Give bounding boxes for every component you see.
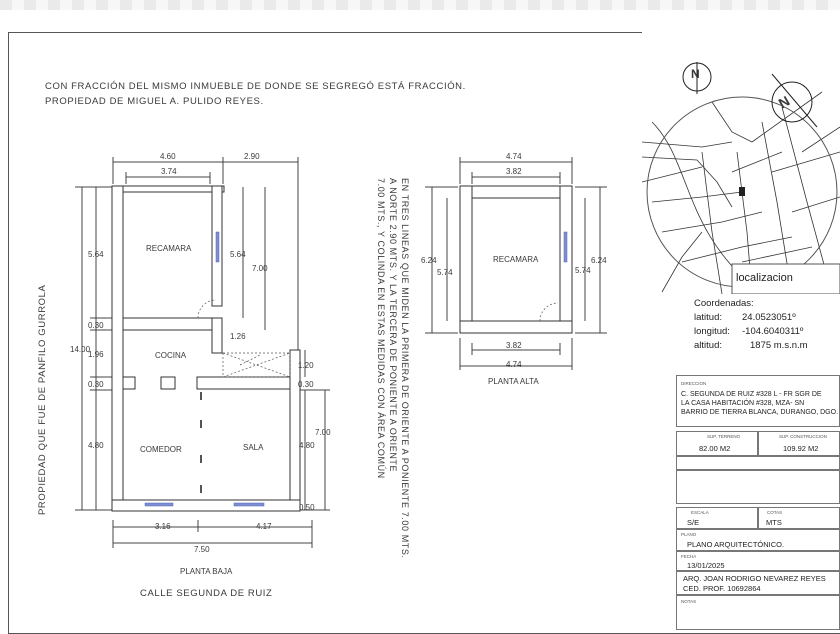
escala-label: ESCALA [691,510,709,515]
dim-left-3: 1.96 [88,350,104,359]
construccion-cell [758,431,840,456]
address-line-1: C. SEGUNDA DE RUIZ #328 L - FR SGR DE [681,391,822,398]
dim-inner-1: 5.64 [230,250,246,259]
dim-bottom-2: 4.17 [256,522,272,531]
dim-inner-2: 7.00 [252,264,268,273]
note-line-1: EN TRES LINEAS QUE MIDEN LA PRIMERA DE ORIENTE A PONIENTE 7.00 MTS. [400,178,410,559]
dim-top-1: 4.60 [160,152,176,161]
alta-dim-side-3: 5.74 [575,266,591,275]
alta-dim-side-4: 6.24 [591,256,607,265]
dim-left-total: 14.00 [70,345,91,354]
plano-value: PLANO ARQUITECTÓNICO. [687,540,785,549]
room-comedor: COMEDOR [140,445,182,454]
terreno-value: 82.00 M2 [699,444,731,453]
note-line-3: 7.00 MTS., Y COLINDA EN ESTAS MEDIDAS CON ÁREA COMÚN [376,178,386,479]
address-line-2: LA CASA HABITACIÓN #328, MZA- SN [681,400,805,407]
alta-dim-side-2: 5.74 [437,268,453,277]
cotas-value: MTS [766,518,782,527]
dim-inner-8: 0.50 [299,503,315,512]
dim-bottom-1: 3.16 [155,522,171,531]
fecha-label: FECHA [681,554,697,559]
lat-value: 24.0523051º [742,312,796,323]
lon-value: -104.6040311º [742,326,804,337]
terreno-label: SUP. TERRENO [707,434,741,439]
side-property-label: PROPIEDAD QUE FUE DE PANFILO GURROLA [37,284,48,515]
alta-dim-bottom-2: 4.74 [506,360,522,369]
dim-top-3: 3.74 [161,167,177,176]
location-map [642,32,840,294]
lat-label: latitud: [694,312,722,323]
dim-left-2: 0.30 [88,321,104,330]
room-sala: SALA [243,443,264,452]
coords-title: Coordenadas: [694,298,754,309]
notas-cell [676,595,840,630]
title-block [676,375,840,630]
cotas-cell [758,507,840,529]
plano-label: PLANO [681,532,697,537]
terreno-cell [676,431,758,456]
dim-bottom-total: 7.50 [194,545,210,554]
notas-label: NOTAS [681,599,697,604]
dim-inner-3: 1.26 [230,332,246,341]
header-line-1: CON FRACCIÓN DEL MISMO INMUEBLE DE DONDE SE SEGREGÓ ESTÁ FRACCIÓN. [45,81,466,92]
plano-cell [676,529,840,551]
dim-inner-7: 4.80 [299,441,315,450]
north-symbol-large: N [775,92,793,112]
planta-baja-title: PLANTA BAJA [180,567,233,576]
fecha-value: 13/01/2025 [687,561,725,570]
architect-cell [676,571,840,595]
construccion-label: SUP. CONSTRUCCION [779,434,827,439]
address-label: DIRECCION [681,381,707,386]
room-recamara-baja: RECAMARA [146,244,192,253]
planta-alta-title: PLANTA ALTA [488,377,539,386]
lon-label: longitud: [694,326,730,337]
note-line-2: A NORTE 2.90 MTS. Y LA TERCERA DE PONIENTE A ORIENTE [388,178,398,473]
alta-dim-top-2: 3.82 [506,167,522,176]
street-label: CALLE SEGUNDA DE RUIZ [140,588,273,599]
dim-left-1: 5.64 [88,250,104,259]
address-line-3: BARRIO DE TIERRA BLANCA, DURANGO, DGO. [681,409,839,416]
cotas-label: COTAS [767,510,783,515]
alt-value: 1875 m.s.n.m [750,340,808,351]
dim-inner-4: 1.20 [298,361,314,370]
alt-label: altitud: [694,340,722,351]
room-cocina: COCINA [155,351,187,360]
escala-cell [676,507,758,529]
dim-left-4: 0.30 [88,380,104,389]
alta-dim-bottom-1: 3.82 [506,341,522,350]
architect-license: CED. PROF. 10692864 [683,584,761,593]
dim-inner-6: 7.00 [315,428,331,437]
blank-row-1 [676,456,840,470]
escala-value: S/E [687,518,700,527]
blank-row-2 [676,470,840,504]
room-recamara-alta: RECAMARA [493,255,539,264]
architect-name: ARQ. JOAN RODRIGO NEVAREZ REYES [683,574,826,583]
address-cell [676,375,840,427]
dim-top-2: 2.90 [244,152,260,161]
header-line-2: PROPIEDAD DE MIGUEL A. PULIDO REYES. [45,96,264,107]
fecha-cell [676,551,840,571]
construccion-value: 109.92 M2 [783,444,819,453]
dim-inner-5: 0.30 [298,380,314,389]
dim-left-5: 4.80 [88,441,104,450]
alta-dim-side-1: 6.24 [421,256,437,265]
north-symbol-small: N [691,67,700,81]
alta-dim-top-1: 4.74 [506,152,522,161]
map-label: localizacion [736,272,793,284]
